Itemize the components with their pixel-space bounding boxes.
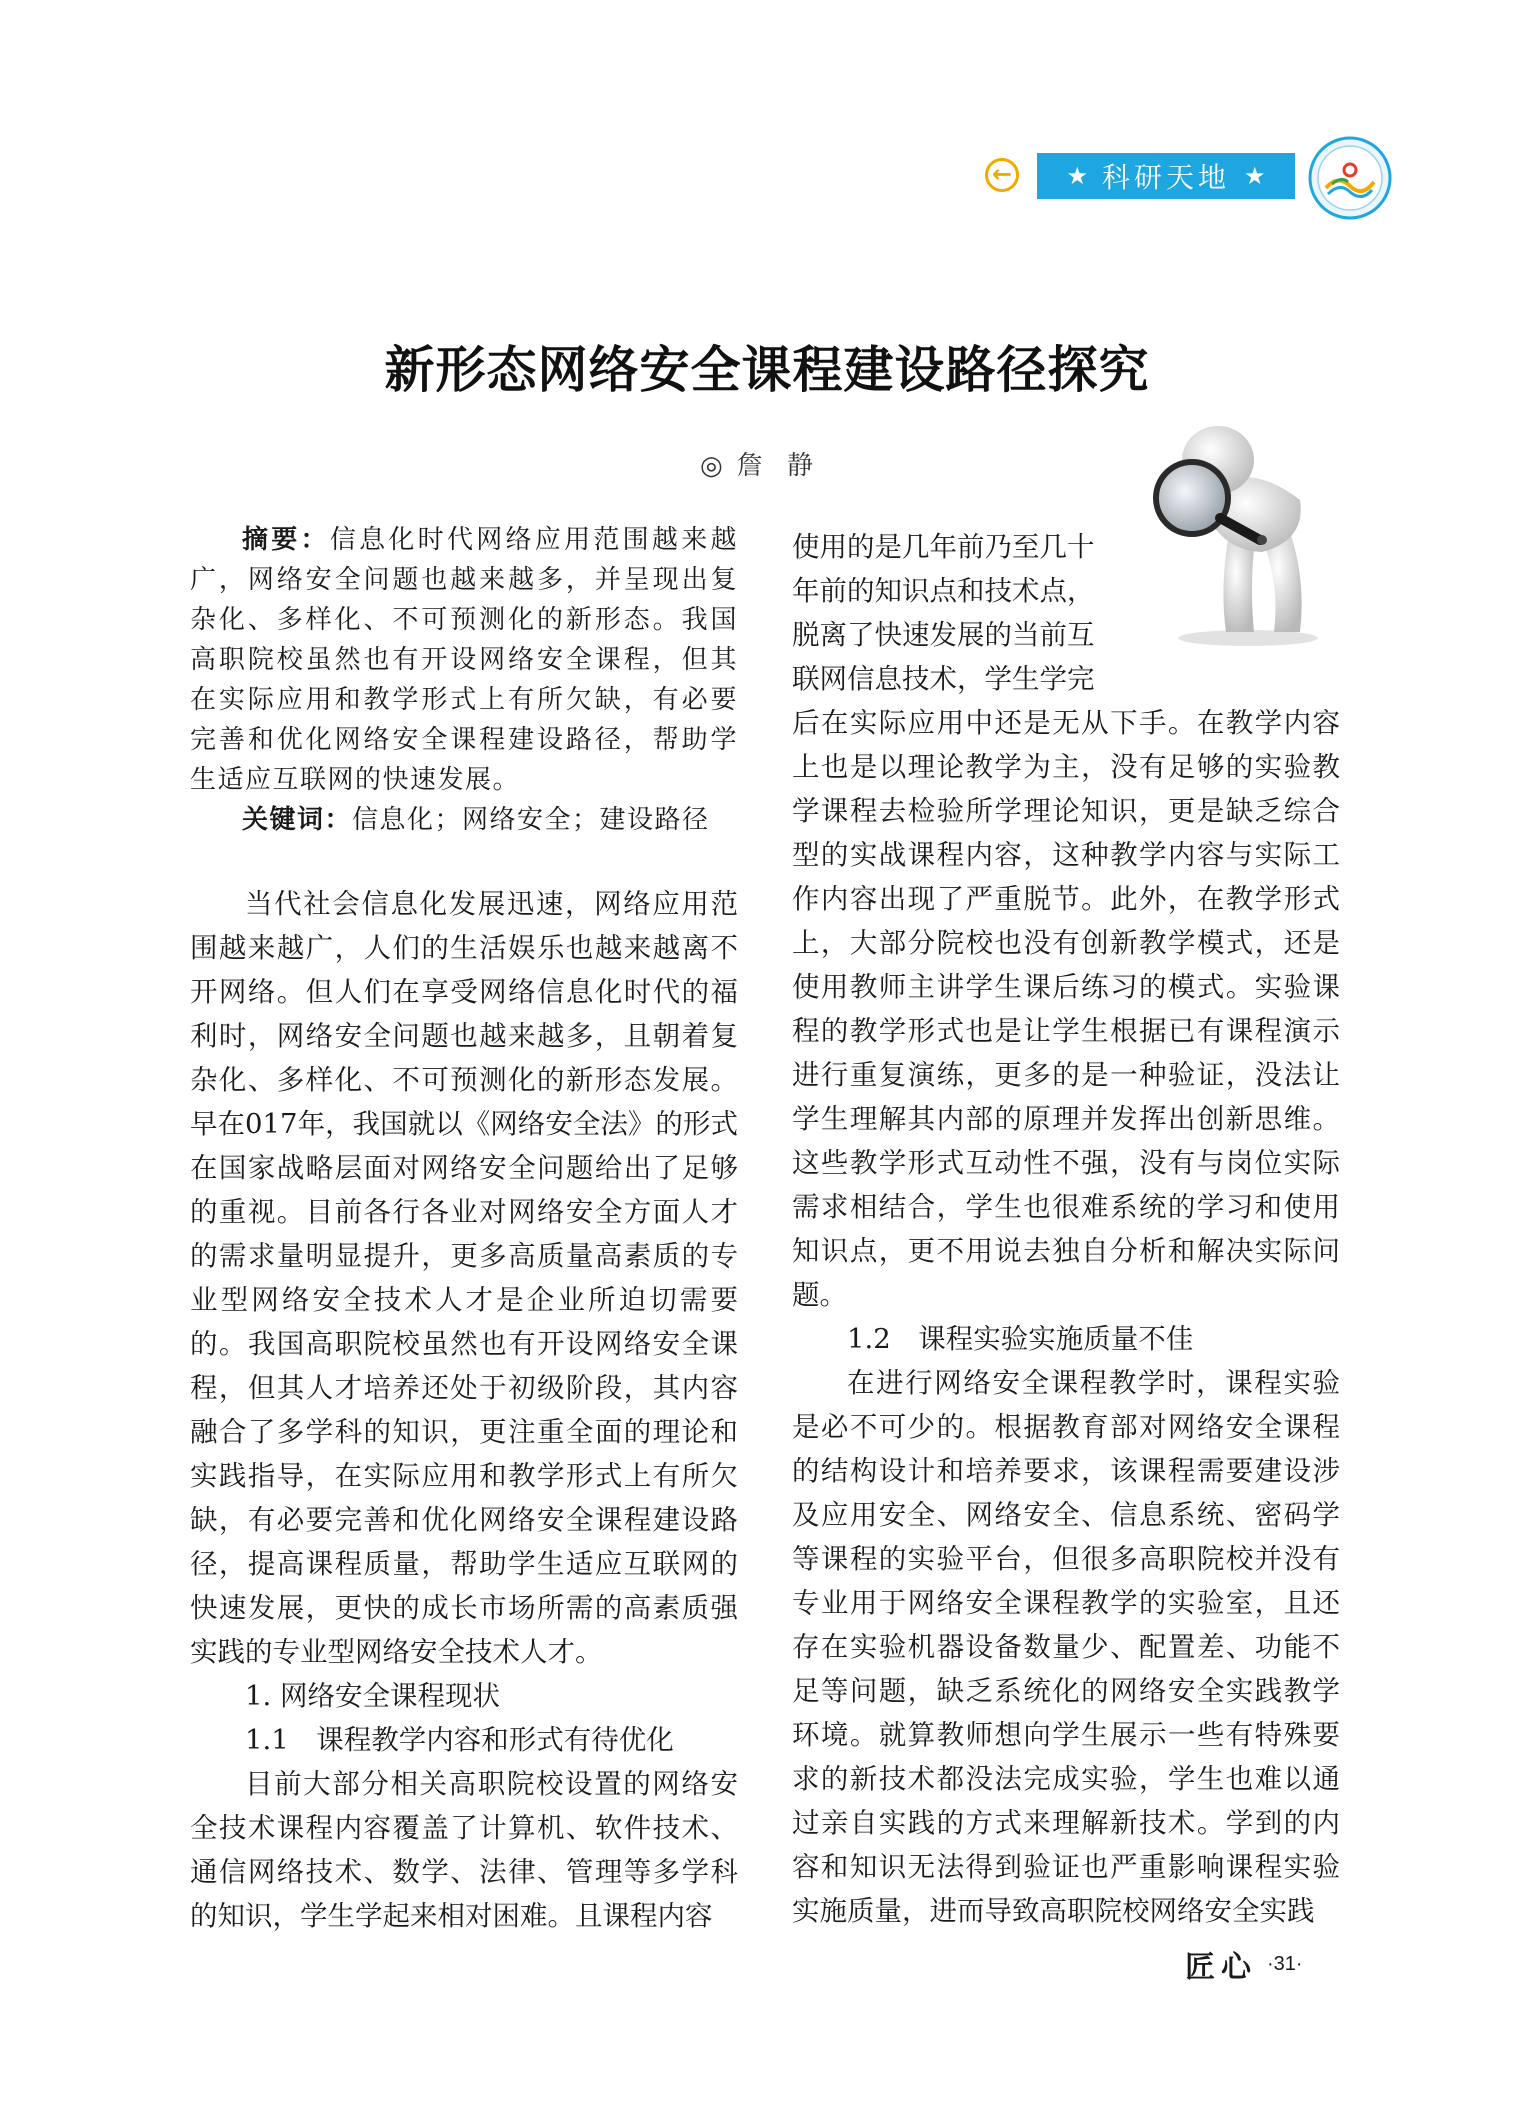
author-name: 詹 静 (736, 451, 821, 481)
abstract-label: 摘要： (242, 525, 330, 555)
abstract-paragraph (190, 520, 738, 800)
keywords-paragraph (190, 800, 738, 840)
wrapped-lines (792, 525, 1340, 701)
continued-paragraph: 后在实际应用中还是无从下手。在教学内容上也是以理论教学为主，没有足够的实验教学课程去检验所学理论知识，更是缺乏综合型的实战课程内容，这种教学内容与实际工作内容出现了严重脱节。此外，在教学形式上，大部分院校也没有创新教学模式，还是使用教师主讲学生课后练习的模式。实验课程的教学形式也是让学生根据已有课程演示进行重复演练，更多的是一种验证，没法让学生理解其内部的原理并发挥出创新思维。这些教学形式互动性不强，没有与岗位实际需求相结合，学生也很难系统的学习和使用知识点，更不用说去独自分析和解决实际问题。 (792, 707, 1340, 1311)
intro-paragraph: 当代社会信息化发展迅速，网络应用范围越来越广，人们的生活娱乐也越来越离不开网络。但人们在享受网络信息化时代的福利时，网络安全问题也越来越多，且朝着复杂化、多样化、不可预测化的新形态发展。早在017年，我国就以《网络安全法》的形式在国家战略层面对网络安全问题给出了足够的重视。目前各行各业对网络安全方面人才的需求量明显提升，更多高质量高素质的专业型网络安全技术人才是企业所迫切需要的。我国高职院校虽然也有开设网络安全课程，但其人才培养还处于初级阶段，其内容融合了多学科的知识，更注重全面的理论和实践指导，在实际应用和教学形式上有所欠缺，有必要完善和优化网络安全课程建设路径，提高课程质量，帮助学生适应互联网的快速发展，更快的成长市场所需的高素质强实践的专业型网络安全技术人才。 (190, 888, 738, 1668)
abstract-block (190, 520, 738, 840)
page-header (0, 0, 1534, 240)
wrapped-line: 脱离了快速发展的当前互 (792, 619, 1095, 651)
wrapped-line: 年前的知识点和技术点， (792, 575, 1095, 607)
abstract-text: 信息化时代网络应用范围越来越广，网络安全问题也越来越多，并呈现出复杂化、多样化、不可预测化的新形态。我国高职院校虽然也有开设网络安全课程，但其在实际应用和教学形式上有所欠缺，有必要完善和优化网络安全课程建设路径，帮助学生适应互联网的快速发展。 (190, 525, 738, 795)
back-arrow-icon[interactable]: ← (985, 158, 1019, 192)
wrapped-line: 联网信息技术，学生学完 (792, 663, 1095, 695)
journal-logo-icon (1308, 136, 1392, 220)
author-line (700, 445, 821, 482)
section-1-1-paragraph: 目前大部分相关高职院校设置的网络安全技术课程内容覆盖了计算机、软件技术、通信网络技术、数学、法律、管理等多学科的知识，学生学起来相对困难。且课程内容 (190, 1768, 738, 1932)
star-icon: ★ (1066, 162, 1088, 190)
right-column (792, 525, 1340, 1933)
wrapped-line: 使用的是几年前乃至几十 (792, 531, 1095, 563)
author-mark: ◎ (700, 451, 723, 481)
section-heading-1: 1. 网络安全课程现状 (245, 1680, 500, 1712)
section-heading-1-1: 1.1 课程教学内容和形式有待优化 (245, 1724, 674, 1756)
keywords-label: 关键词： (242, 805, 353, 835)
section-1-2-paragraph: 在进行网络安全课程教学时，课程实验是必不可少的。根据教育部对网络安全课程的结构设计和培养要求，该课程需要建设涉及应用安全、网络安全、信息系统、密码学等课程的实验平台，但很多高职院校并没有专业用于网络安全课程教学的实验室，且还存在实验机器设备数量少、配置差、功能不足等问题，缺乏系统化的网络安全实践教学环境。就算教师想向学生展示一些有特殊要求的新技术都没法完成实验，学生也难以通过亲自实践的方式来理解新技术。学到的内容和知识无法得到验证也严重影响课程实验实施质量，进而导致高职院校网络安全实践 (792, 1367, 1340, 1927)
section-banner (1037, 153, 1295, 199)
page-footer (1185, 1942, 1303, 1986)
keywords-text: 信息化；网络安全；建设路径 (352, 805, 710, 835)
section-heading-1-2: 1.2 课程实验实施质量不佳 (847, 1323, 1194, 1355)
left-column (190, 520, 738, 1938)
article-title: 新形态网络安全课程建设路径探究 (384, 341, 1150, 399)
page-number: ·31· (1267, 1952, 1303, 1975)
star-icon: ★ (1244, 162, 1266, 190)
section-label: 科研天地 (1101, 161, 1230, 194)
journal-name: 匠心 (1185, 1950, 1257, 1985)
